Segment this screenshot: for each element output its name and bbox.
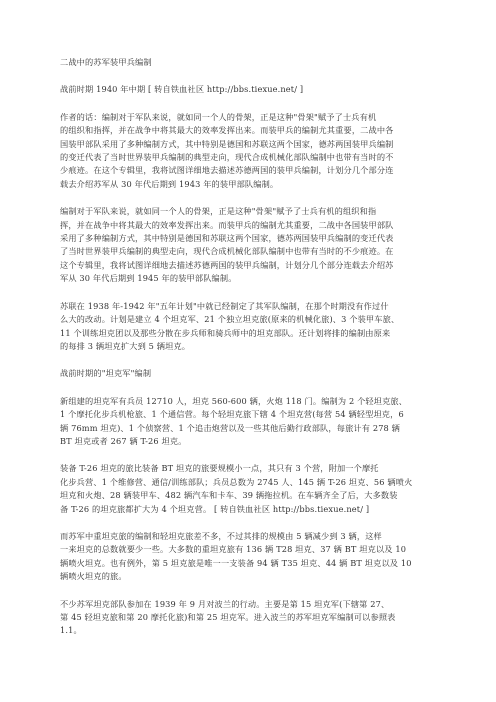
paragraph-line: 备 T-26 的坦克旅都扩大为 4 个坦克营。 [ 转自铁血社区 http://bbs.tiexue.net/ ] <box>60 503 370 514</box>
paragraph-authors-note <box>60 111 444 191</box>
paragraph-line: 而苏军中重坦克旅的编制和轻坦克旅差不多，不过其排的规模由 5 辆减少到 3 辆，这样 <box>60 530 382 541</box>
paragraph-line: 辆喷火坦克的旅。 <box>60 571 127 582</box>
paragraph-line: 编制对于军队来说，就如同一个人的骨架，正是这种"骨架"赋予了士兵有机的组织和指 <box>60 206 377 217</box>
section-heading-text: 战前时期的"坦克军"编制 <box>60 368 152 379</box>
paragraph-line: 一来坦克的总数就要少一些。大多数的重坦克旅有 136 辆 T28 坦克、37 辆 BT 坦克以及 10 <box>60 544 407 555</box>
paragraph-line: 的组织和指挥，并在战争中将其最大的效率发挥出来。而装甲兵的编制尤其重要，二战中各 <box>60 125 394 136</box>
paragraph-line: 新组建的坦克军有兵员 12710 人，坦克 560-600 辆，火炮 118 门。编制为 2 个轻坦克旅、 <box>60 395 408 406</box>
paragraph-poland <box>60 598 444 638</box>
paragraph-line: 采用了多种编制方式，其中特别是德国和苏联这两个国家，德苏两国装甲兵编制的变迁代表 <box>60 233 394 244</box>
paragraph-line: 辆 76mm 坦克)、1 个侦察营、1 个追击炮营以及一些其他后勤行政部队，每旅计有 278 辆 <box>60 422 401 433</box>
paragraph-tank-corps <box>60 395 444 449</box>
paragraph-line: 么大的改动。计划是建立 4 个坦克军、21 个独立坦克旅(原来的机械化旅)、3 个装甲车旅、 <box>60 314 400 325</box>
paragraph-intro <box>60 205 444 285</box>
document-byline: 战前时期 1940 年中期 [ 转自铁血社区 http://bbs.tiexue.net/ ] <box>60 84 304 95</box>
section-heading <box>60 367 444 380</box>
paragraph-line: 的每排 3 辆坦克扩大到 5 辆坦克。 <box>60 340 191 351</box>
paragraph-line: 载去介绍苏军从 30 年代后期到 1943 年的装甲部队编制。 <box>60 178 279 189</box>
paragraph-line: 挥，并在战争中将其最大的效率发挥出来。而装甲兵的编制尤其重要，二战中各国装甲部队 <box>60 219 394 230</box>
paragraph-line: 1.1。 <box>60 625 82 636</box>
paragraph-line: 少痕迹。在这个专辑里，我将试图详细地去描述苏德两国的装甲兵编制，计划分几个部分连 <box>60 165 394 176</box>
paragraph-line: 国装甲部队采用了多种编制方式，其中特别是德国和苏联这两个国家，德苏两国装甲兵编制 <box>60 138 394 149</box>
paragraph-line: 1 个摩托化步兵机枪旅、1 个通信营。每个轻坦克旅下辖 4 个坦克营(每营 54 辆轻型坦克，6 <box>60 409 404 420</box>
paragraph-five-year-plan <box>60 300 444 354</box>
paragraph-line: 的变迁代表了当时世界装甲兵编制的典型走向，现代合成机械化部队编制中也带有当时的不 <box>60 152 394 163</box>
paragraph-line: 第 45 轻坦克旅和第 20 摩托化旅)和第 25 坦克军。进入波兰的苏军坦克军编制可以参照表 <box>60 612 396 622</box>
paragraph-line: BT 坦克或者 267 辆 T-26 坦克。 <box>60 435 187 446</box>
paragraph-heavy-brigade <box>60 530 444 584</box>
paragraph-line: 了当时世界装甲兵编制的典型走向，现代合成机械化部队编制中也带有当时的不少痕迹。在 <box>60 246 394 257</box>
paragraph-line: 辆喷火坦克。也有例外，第 5 坦克旅是唯一一支装备 94 辆 T35 坦克、44 辆 BT 坦克以及 10 <box>60 557 412 568</box>
paragraph-line: 坦克和火炮、28 辆装甲车、482 辆汽车和卡车、39 辆拖拉机。在车辆齐全了后，大多数装 <box>60 490 398 501</box>
paragraph-line: 作者的话：编制对于军队来说，就如同一个人的骨架，正是这种"骨架"赋予了士兵有机 <box>60 111 377 122</box>
document-page <box>60 56 444 652</box>
paragraph-line: 这个专辑里，我将试图详细地去描述苏德两国的装甲兵编制，计划分几个部分连载去介绍苏 <box>60 259 394 270</box>
document-title: 二战中的苏军装甲兵编制 <box>60 57 152 67</box>
paragraph-line: 苏联在 1938 年-1942 年"五年计划"中就已经制定了其军队编制，在那个时期没有作过什 <box>60 300 389 311</box>
paragraph-line: 军从 30 年代后期到 1945 年的装甲部队编制。 <box>60 273 237 284</box>
paragraph-t26-brigade <box>60 462 444 516</box>
paragraph-line: 装备 T-26 坦克的旅比装备 BT 坦克的旅要规模小一点，其只有 3 个营，附加一个摩托 <box>60 463 379 474</box>
paragraph-line: 11 个训练坦克团以及那些分散在步兵师和骑兵师中的坦克部队。还计划将排的编制由原来 <box>60 327 391 338</box>
paragraph-line: 化步兵营、1 个维修营、通信/训练部队；兵员总数为 2745 人、145 辆 T-26 坦克、56 辆喷火 <box>60 476 413 487</box>
paragraph-line: 不少苏军坦克部队参加在 1939 年 9 月对波兰的行动。主要是第 15 坦克军(下辖第 27、 <box>60 598 390 609</box>
